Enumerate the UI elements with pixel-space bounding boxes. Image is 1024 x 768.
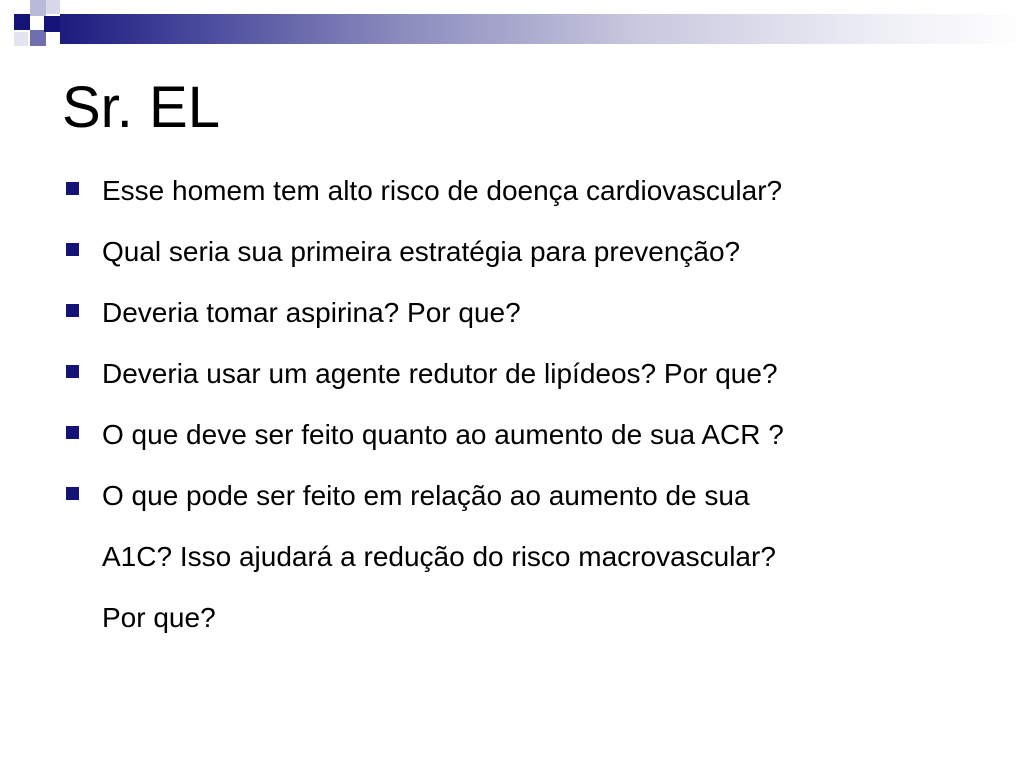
- bullet-item: [0, 282, 962, 343]
- bullet-item: [0, 465, 962, 648]
- bullet-item: [0, 404, 962, 465]
- bullet-text-line: O que deve ser feito quanto ao aumento de sua ACR ?: [102, 419, 784, 450]
- square-bullet-icon: [66, 426, 79, 439]
- square-bullet-icon: [66, 182, 79, 195]
- slide-title: Sr. EL: [62, 75, 220, 140]
- decorative-square: [14, 32, 28, 46]
- bullet-list: [0, 160, 1024, 648]
- bullet-item: [0, 160, 962, 221]
- square-bullet-icon: [66, 304, 79, 317]
- header-decoration: [0, 0, 1024, 60]
- bullet-text-line: O que pode ser feito em relação ao aumento de sua: [102, 480, 750, 511]
- square-bullet-icon: [66, 487, 79, 500]
- header-gradient-bar: [60, 14, 1024, 44]
- decorative-square: [30, 0, 46, 16]
- bullet-text-line: Por que?: [102, 602, 216, 633]
- bullet-text-line: Esse homem tem alto risco de doença cardiovascular?: [102, 175, 783, 206]
- square-bullet-icon: [66, 365, 79, 378]
- bullet-item: [0, 221, 962, 282]
- bullet-text-line: A1C? Isso ajudará a redução do risco macrovascular?: [102, 541, 776, 572]
- decorative-square: [44, 16, 60, 32]
- bullet-text-line: Deveria tomar aspirina? Por que?: [102, 297, 521, 328]
- decorative-square: [30, 30, 46, 46]
- decorative-square: [46, 0, 60, 14]
- bullet-text-line: Deveria usar um agente redutor de lipídeos? Por que?: [102, 358, 778, 389]
- decorative-square: [14, 14, 30, 30]
- bullet-item: [0, 343, 962, 404]
- square-bullet-icon: [66, 243, 79, 256]
- bullet-text-line: Qual seria sua primeira estratégia para prevenção?: [102, 236, 741, 267]
